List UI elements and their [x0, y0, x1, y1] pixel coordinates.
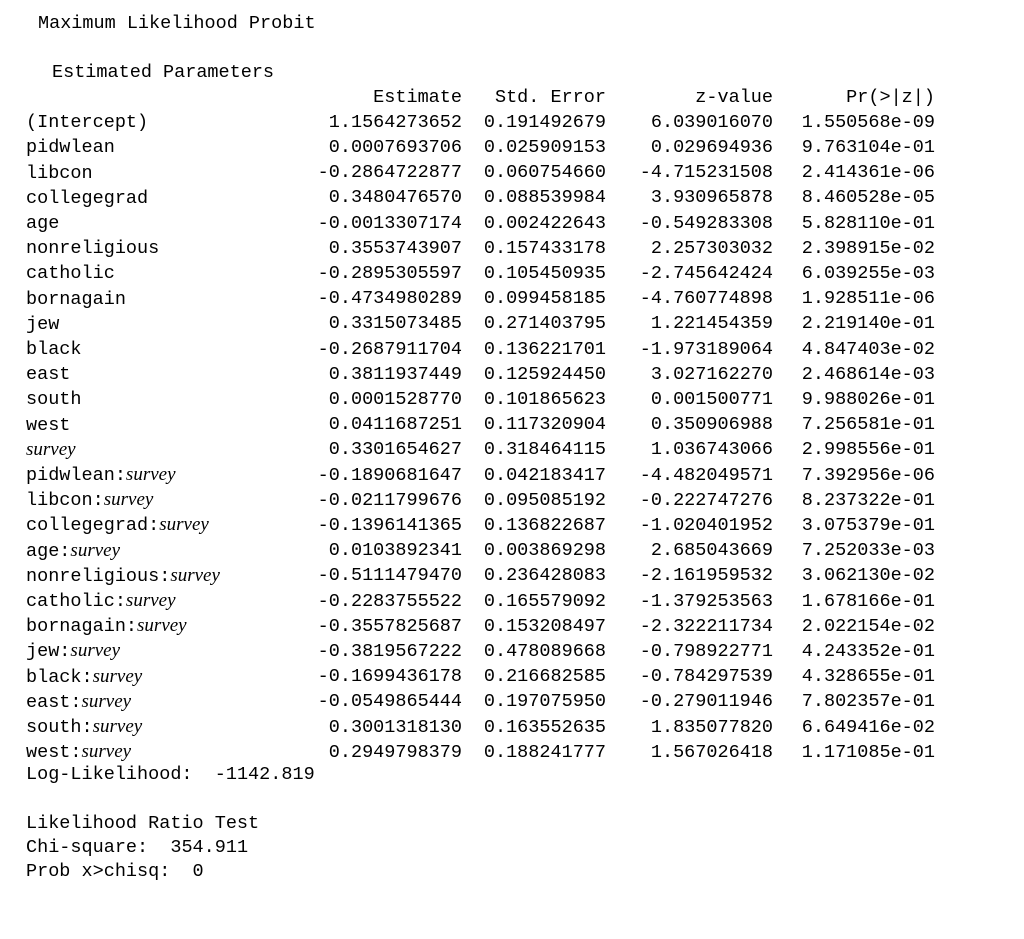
p-value-cell: 3.062130e-02: [801, 565, 935, 587]
table-row: [26, 740, 935, 765]
variable-base: bornagain: [26, 288, 126, 310]
p-value-cell: 1.550568e-09: [801, 111, 935, 133]
variable-base: age:: [26, 540, 71, 562]
interaction-term: survey: [137, 615, 187, 637]
p-value-cell: 7.256581e-01: [801, 414, 935, 436]
z-value-cell: -1.973189064: [639, 338, 773, 360]
variable-name-cell: [26, 539, 280, 564]
estimate-cell: -0.5111479470: [317, 565, 462, 587]
table-row: [26, 261, 935, 286]
variable-name-cell: [26, 690, 280, 715]
z-value-cell: -0.549283308: [639, 212, 773, 234]
variable-name-cell: [26, 639, 280, 664]
estimate-cell: 0.3480476570: [328, 187, 462, 209]
variable-base: west:: [26, 742, 82, 764]
variable-name-cell: [26, 312, 280, 337]
std-error-cell: 0.478089668: [483, 640, 606, 662]
z-value-cell: 2.685043669: [650, 540, 773, 562]
estimate-cell: -0.0013307174: [317, 212, 462, 234]
estimate-cell: 0.0001528770: [328, 388, 462, 410]
variable-name-cell: [26, 488, 280, 513]
std-error-cell: 0.025909153: [483, 136, 606, 158]
std-error-cell: 0.101865623: [483, 388, 606, 410]
table-row: [26, 236, 935, 261]
z-value-cell: -4.760774898: [639, 288, 773, 310]
variable-name-cell: [26, 413, 280, 438]
chi-square-label: Chi-square:: [26, 837, 149, 858]
variable-name-cell: [26, 513, 280, 538]
interaction-term: survey: [159, 514, 209, 536]
p-value-cell: 8.460528e-05: [801, 187, 935, 209]
header-std-error: Std. Error: [494, 87, 606, 108]
output-title: Maximum Likelihood Probit: [38, 13, 316, 34]
p-value-cell: 2.468614e-03: [801, 363, 935, 385]
z-value-cell: -2.161959532: [639, 565, 773, 587]
estimate-cell: 1.1564273652: [328, 111, 462, 133]
z-value-cell: 3.027162270: [650, 363, 773, 385]
table-row: [26, 589, 935, 614]
table-row: [26, 387, 935, 412]
estimate-cell: -0.2687911704: [317, 338, 462, 360]
interaction-term: survey: [70, 539, 121, 561]
table-row: [26, 539, 935, 564]
table-row: [26, 135, 935, 160]
log-likelihood-label: Log-Likelihood:: [26, 764, 193, 785]
variable-name-cell: [26, 287, 280, 312]
variable-name-cell: [26, 438, 280, 463]
std-error-cell: 0.165579092: [483, 590, 606, 612]
std-error-cell: 0.236428083: [483, 565, 606, 587]
variable-base: libcon:: [26, 490, 104, 512]
log-likelihood-line: [26, 764, 315, 786]
p-value-cell: 8.237322e-01: [801, 489, 935, 511]
table-row: [26, 211, 935, 236]
z-value-cell: -1.020401952: [639, 514, 773, 536]
variable-base: age: [26, 213, 60, 235]
variable-base: pidwlean:: [26, 465, 126, 487]
variable-base: catholic: [26, 263, 115, 285]
p-value-cell: 9.988026e-01: [801, 388, 935, 410]
interaction-term: survey: [125, 464, 176, 486]
variable-name-cell: [26, 236, 280, 261]
z-value-cell: -1.379253563: [639, 590, 773, 612]
z-value-cell: 1.036743066: [650, 439, 773, 461]
variable-base: black:: [26, 666, 93, 688]
std-error-cell: 0.271403795: [483, 313, 606, 335]
variable-name-cell: [26, 589, 280, 614]
z-value-cell: -4.715231508: [639, 162, 773, 184]
variable-base: west: [26, 414, 71, 436]
interaction-term: survey: [81, 741, 132, 763]
std-error-cell: 0.153208497: [483, 615, 606, 637]
z-value-cell: -0.222747276: [639, 489, 773, 511]
estimate-cell: 0.2949798379: [328, 741, 462, 763]
z-value-cell: 0.001500771: [650, 388, 773, 410]
z-value-cell: -2.745642424: [639, 262, 773, 284]
estimate-cell: -0.0211799676: [317, 489, 462, 511]
p-value-cell: 7.802357e-01: [801, 691, 935, 713]
p-value-cell: 2.022154e-02: [801, 615, 935, 637]
prob-value: 0: [192, 861, 204, 882]
estimate-cell: 0.3301654627: [328, 439, 462, 461]
p-value-cell: 5.828110e-01: [801, 212, 935, 234]
std-error-cell: 0.105450935: [483, 262, 606, 284]
z-value-cell: 0.350906988: [650, 414, 773, 436]
variable-base: (Intercept): [26, 112, 149, 134]
z-value-cell: -0.279011946: [639, 691, 773, 713]
z-value-cell: 3.930965878: [650, 187, 773, 209]
estimate-cell: 0.0007693706: [328, 136, 462, 158]
interaction-term: survey: [125, 590, 176, 612]
header-variable: [26, 86, 280, 110]
variable-base: libcon: [26, 162, 93, 184]
z-value-cell: 1.567026418: [650, 741, 773, 763]
estimate-cell: -0.0549865444: [317, 691, 462, 713]
p-value-cell: 1.171085e-01: [801, 741, 935, 763]
estimate-cell: -0.1699436178: [317, 666, 462, 688]
table-row: [26, 413, 935, 438]
z-value-cell: -4.482049571: [639, 464, 773, 486]
table-row: [26, 312, 935, 337]
variable-name-cell: [26, 740, 280, 765]
p-value-cell: 4.847403e-02: [801, 338, 935, 360]
table-row: [26, 110, 935, 135]
p-value-cell: 6.039255e-03: [801, 262, 935, 284]
table-body: [26, 110, 935, 765]
std-error-cell: 0.188241777: [483, 741, 606, 763]
variable-base: bornagain:: [26, 616, 138, 638]
std-error-cell: 0.136221701: [483, 338, 606, 360]
variable-name-cell: [26, 387, 280, 412]
std-error-cell: 0.088539984: [483, 187, 606, 209]
z-value-cell: -0.798922771: [639, 640, 773, 662]
std-error-cell: 0.197075950: [483, 691, 606, 713]
chi-square-line: [26, 837, 248, 859]
interaction-term: survey: [26, 438, 76, 460]
variable-name-cell: [26, 362, 280, 387]
log-likelihood-value: -1142.819: [214, 764, 315, 785]
p-value-cell: 7.252033e-03: [801, 540, 935, 562]
table-row: [26, 639, 935, 664]
table-row: [26, 488, 935, 513]
variable-base: south:: [26, 717, 93, 739]
z-value-cell: -0.784297539: [639, 666, 773, 688]
std-error-cell: 0.117320904: [483, 414, 606, 436]
variable-base: nonreligious: [26, 238, 160, 260]
variable-base: black: [26, 339, 82, 361]
variable-base: collegegrad: [26, 187, 149, 209]
section-heading: Estimated Parameters: [52, 62, 275, 83]
variable-base: jew: [26, 313, 60, 335]
variable-name-cell: [26, 161, 280, 186]
p-value-cell: 1.678166e-01: [801, 590, 935, 612]
table-row: [26, 161, 935, 186]
estimate-cell: 0.3553743907: [328, 237, 462, 259]
std-error-cell: 0.125924450: [483, 363, 606, 385]
p-value-cell: 6.649416e-02: [801, 716, 935, 738]
header-p-value: Pr(>|z|): [846, 87, 935, 108]
p-value-cell: 2.398915e-02: [801, 237, 935, 259]
std-error-cell: 0.003869298: [483, 540, 606, 562]
p-value-cell: 2.998556e-01: [801, 439, 935, 461]
estimate-cell: -0.1396141365: [317, 514, 462, 536]
estimate-cell: -0.2283755522: [317, 590, 462, 612]
interaction-term: survey: [81, 690, 132, 712]
variable-name-cell: [26, 186, 280, 211]
estimate-cell: 0.3811937449: [328, 363, 462, 385]
interaction-term: survey: [170, 564, 220, 586]
variable-name-cell: [26, 463, 280, 488]
estimate-cell: -0.1890681647: [317, 464, 462, 486]
std-error-cell: 0.216682585: [483, 666, 606, 688]
table-row: [26, 614, 935, 639]
variable-base: east:: [26, 691, 82, 713]
variable-name-cell: [26, 564, 280, 589]
variable-base: south: [26, 389, 82, 411]
variable-base: catholic:: [26, 591, 126, 613]
p-value-cell: 1.928511e-06: [801, 288, 935, 310]
table-row: [26, 438, 935, 463]
z-value-cell: 6.039016070: [650, 111, 773, 133]
variable-base: east: [26, 364, 71, 386]
estimate-cell: -0.2864722877: [317, 162, 462, 184]
table-row: [26, 287, 935, 312]
table-header-row: [26, 86, 935, 110]
z-value-cell: 0.029694936: [650, 136, 773, 158]
estimate-cell: -0.4734980289: [317, 288, 462, 310]
interaction-term: survey: [92, 716, 143, 738]
table-row: [26, 362, 935, 387]
interaction-term: survey: [103, 489, 154, 511]
variable-base: jew:: [26, 641, 71, 663]
z-value-cell: 1.835077820: [650, 716, 773, 738]
interaction-term: survey: [70, 640, 121, 662]
p-value-cell: 9.763104e-01: [801, 136, 935, 158]
variable-name-cell: [26, 665, 280, 690]
estimate-cell: 0.0103892341: [328, 540, 462, 562]
prob-line: [26, 861, 204, 883]
z-value-cell: 2.257303032: [650, 237, 773, 259]
p-value-cell: 4.243352e-01: [801, 640, 935, 662]
table-row: [26, 715, 935, 740]
std-error-cell: 0.191492679: [483, 111, 606, 133]
estimate-cell: 0.3001318130: [328, 716, 462, 738]
variable-name-cell: [26, 135, 280, 160]
p-value-cell: 2.219140e-01: [801, 313, 935, 335]
std-error-cell: 0.042183417: [483, 464, 606, 486]
variable-name-cell: [26, 110, 280, 135]
lrt-heading: Likelihood Ratio Test: [26, 813, 260, 834]
std-error-cell: 0.318464115: [483, 439, 606, 461]
std-error-cell: 0.163552635: [483, 716, 606, 738]
table-row: [26, 690, 935, 715]
prob-label: Prob x>chisq:: [26, 861, 171, 882]
table-row: [26, 513, 935, 538]
header-estimate: Estimate: [373, 87, 462, 108]
interaction-term: survey: [92, 665, 143, 687]
variable-name-cell: [26, 211, 280, 236]
parameter-table: [26, 86, 935, 765]
variable-name-cell: [26, 715, 280, 740]
table-row: [26, 564, 935, 589]
z-value-cell: 1.221454359: [650, 313, 773, 335]
std-error-cell: 0.157433178: [483, 237, 606, 259]
p-value-cell: 7.392956e-06: [801, 464, 935, 486]
variable-name-cell: [26, 261, 280, 286]
variable-base: nonreligious:: [26, 565, 171, 587]
std-error-cell: 0.060754660: [483, 162, 606, 184]
table-row: [26, 463, 935, 488]
variable-base: collegegrad:: [26, 515, 160, 537]
variable-name-cell: [26, 614, 280, 639]
p-value-cell: 2.414361e-06: [801, 162, 935, 184]
variable-base: pidwlean: [26, 137, 115, 159]
estimate-cell: 0.3315073485: [328, 313, 462, 335]
table-row: [26, 665, 935, 690]
p-value-cell: 3.075379e-01: [801, 514, 935, 536]
std-error-cell: 0.095085192: [483, 489, 606, 511]
variable-name-cell: [26, 337, 280, 362]
std-error-cell: 0.136822687: [483, 514, 606, 536]
std-error-cell: 0.099458185: [483, 288, 606, 310]
estimate-cell: 0.0411687251: [328, 414, 462, 436]
estimate-cell: -0.3557825687: [317, 615, 462, 637]
header-z-value: z-value: [695, 87, 773, 108]
table-row: [26, 186, 935, 211]
estimate-cell: -0.2895305597: [317, 262, 462, 284]
z-value-cell: -2.322211734: [639, 615, 773, 637]
p-value-cell: 4.328655e-01: [801, 666, 935, 688]
std-error-cell: 0.002422643: [483, 212, 606, 234]
table-row: [26, 337, 935, 362]
estimate-cell: -0.3819567222: [317, 640, 462, 662]
chi-square-value: 354.911: [170, 837, 249, 858]
